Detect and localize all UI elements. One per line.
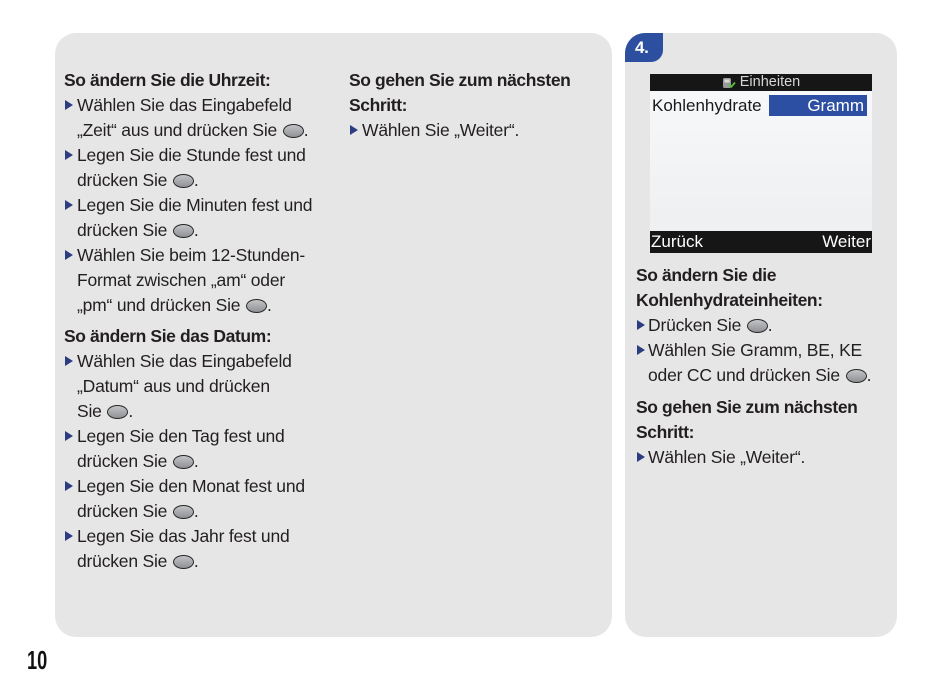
instruction-bullet — [636, 445, 891, 470]
bullet-list-carb-units — [636, 313, 891, 388]
bullet-list-next-step — [636, 445, 891, 470]
bullet-end: . — [303, 120, 309, 140]
bullet-end: . — [193, 501, 199, 521]
screen-row-label: Kohlenhydrate — [652, 96, 762, 115]
bullet-list-time — [64, 93, 344, 318]
oval-button-icon — [173, 224, 194, 238]
instruction-bullet — [64, 143, 344, 193]
oval-button-icon — [173, 555, 194, 569]
bullet-text: Legen Sie den Monat fest und drücken Sie — [77, 476, 305, 521]
bullet-text: Wählen Sie Gramm, BE, KE oder CC und drücken Sie — [648, 340, 863, 385]
meter-check-icon — [722, 77, 736, 89]
bullet-text: Wählen Sie das Eingabefeld „Zeit“ aus und drücken Sie — [77, 95, 292, 140]
bullet-text: Wählen Sie „Weiter“. — [648, 447, 806, 467]
screen-softkey-bar — [650, 231, 872, 253]
bullet-text: Drücken Sie — [648, 315, 746, 335]
triangle-bullet-icon — [637, 452, 645, 462]
instruction-bullet — [64, 424, 344, 474]
instruction-bullet — [64, 474, 344, 524]
column-time-and-date — [64, 68, 344, 574]
section-heading-time: So ändern Sie die Uhrzeit: — [64, 70, 271, 90]
triangle-bullet-icon — [65, 250, 73, 260]
section-heading-next-step: So gehen Sie zum nächsten Schritt: — [636, 397, 858, 442]
bullet-text: Legen Sie die Minuten fest und drücken Sie — [77, 195, 313, 240]
bullet-end: . — [193, 170, 199, 190]
triangle-bullet-icon — [65, 150, 73, 160]
bullet-list-date — [64, 349, 344, 574]
instruction-bullet — [636, 338, 891, 388]
oval-button-icon — [246, 299, 267, 313]
oval-button-icon — [747, 319, 768, 333]
instructions-panel-left — [55, 33, 612, 637]
triangle-bullet-icon — [65, 531, 73, 541]
bullet-end: . — [193, 451, 199, 471]
bullet-list-next-step — [349, 118, 599, 143]
oval-button-icon — [173, 505, 194, 519]
instruction-bullet — [64, 193, 344, 243]
triangle-bullet-icon — [637, 320, 645, 330]
bullet-end: . — [767, 315, 773, 335]
bullet-end: . — [866, 365, 872, 385]
triangle-bullet-icon — [65, 356, 73, 366]
bullet-text: Wählen Sie „Weiter“. — [362, 120, 520, 140]
oval-button-icon — [173, 174, 194, 188]
section-heading-date: So ändern Sie das Datum: — [64, 326, 272, 346]
triangle-bullet-icon — [65, 431, 73, 441]
step-number-label: 4. — [635, 38, 649, 57]
instruction-bullet — [64, 243, 344, 318]
section-heading-carb-units: So ändern Sie die Kohlenhydrateinheiten: — [636, 265, 823, 310]
section-heading-next-step: So gehen Sie zum nächsten Schritt: — [349, 70, 571, 115]
oval-button-icon — [173, 455, 194, 469]
column-next-step — [349, 68, 599, 143]
step-number-badge — [625, 33, 663, 62]
triangle-bullet-icon — [65, 481, 73, 491]
instructions-panel-step-4 — [625, 33, 897, 637]
bullet-end: . — [128, 401, 134, 421]
page-number: 10 — [27, 645, 48, 675]
bullet-end: . — [266, 295, 272, 315]
bullet-text: Wählen Sie beim 12-Stunden- Format zwischen „am“ oder „pm“ und drücken Sie — [77, 245, 306, 315]
instruction-bullet — [636, 313, 891, 338]
screen-title: Einheiten — [739, 74, 801, 90]
column-carb-units — [636, 263, 891, 470]
triangle-bullet-icon — [65, 100, 73, 110]
softkey-back: Zurück — [651, 232, 703, 251]
screen-title-bar — [650, 74, 872, 91]
bullet-text: Legen Sie das Jahr fest und drücken Sie — [77, 526, 290, 571]
instruction-bullet — [64, 93, 344, 143]
bullet-text: Wählen Sie das Eingabefeld „Datum“ aus und drücken Sie — [77, 351, 292, 421]
oval-button-icon — [107, 405, 128, 419]
instruction-bullet — [64, 524, 344, 574]
softkey-next: Weiter — [822, 232, 871, 251]
bullet-end: . — [193, 220, 199, 240]
triangle-bullet-icon — [637, 345, 645, 355]
oval-button-icon — [846, 369, 867, 383]
bullet-text: Legen Sie die Stunde fest und drücken Sie — [77, 145, 306, 190]
bullet-end: . — [193, 551, 199, 571]
oval-button-icon — [283, 124, 304, 138]
bullet-text: Legen Sie den Tag fest und drücken Sie — [77, 426, 285, 471]
screen-selected-value: Gramm — [769, 95, 867, 116]
device-screen-illustration — [650, 74, 872, 253]
instruction-bullet — [349, 118, 599, 143]
instruction-bullet — [64, 349, 344, 424]
triangle-bullet-icon — [65, 200, 73, 210]
triangle-bullet-icon — [350, 125, 358, 135]
